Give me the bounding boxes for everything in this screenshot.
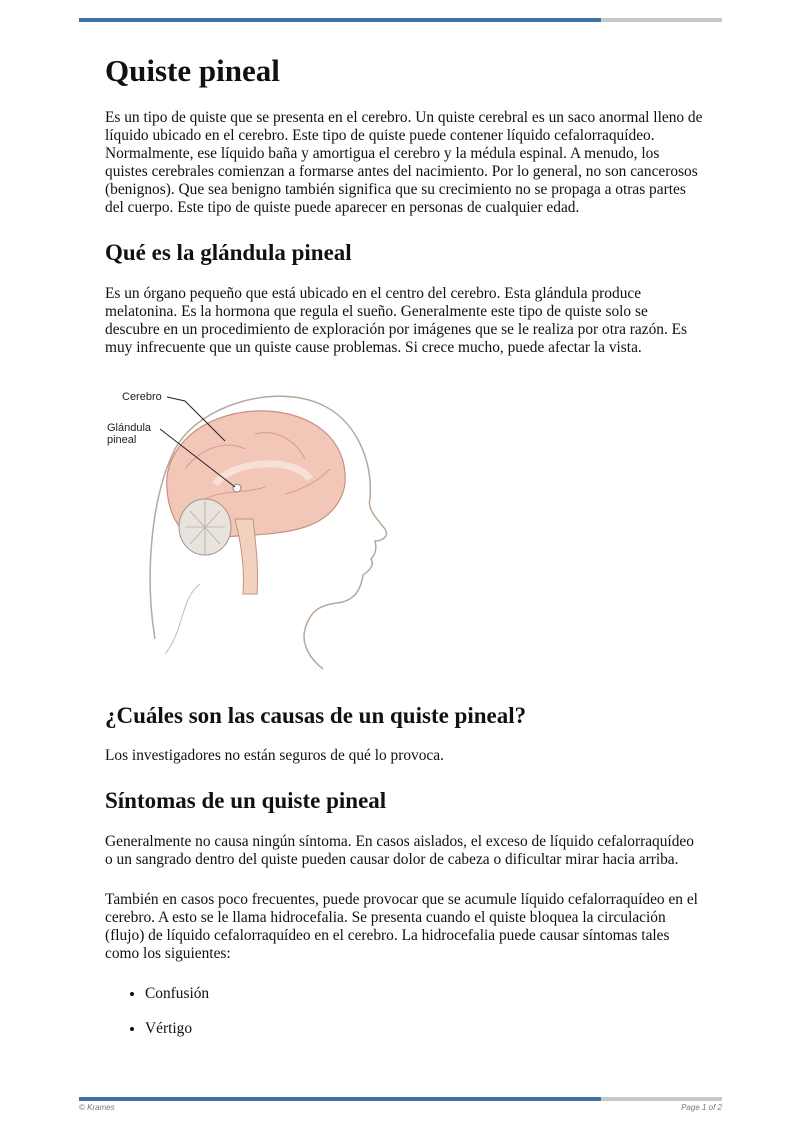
section-heading-causes: ¿Cuáles son las causas de un quiste pineal? xyxy=(105,702,527,728)
article xyxy=(105,52,705,1055)
intro-paragraph: Es un tipo de quiste que se presenta en el cerebro. Un quiste cerebral es un saco anormal lleno de líquido ubicado en el cerebro. Este tipo de quiste puede contener líquido cefalorraquídeo. Normalmente, ese líquido baña y amortigua el cerebro y la médula espinal. A menudo, los quistes cerebrales comienzan a formarse antes del nacimiento. Por lo general, no son cancerosos (benignos). Que sea benigno también significa que su crecimiento no se propaga a otras partes del cuerpo. Este tipo de quiste puede aparecer en personas de cualquier edad. xyxy=(105,109,703,217)
header-rule xyxy=(79,18,722,22)
list-item: • Confusión xyxy=(145,985,705,1003)
symptoms-paragraph-1: Generalmente no causa ningún síntoma. En casos aislados, el exceso de líquido cefalorraquídeo o un sangrado dentro del quiste pueden causar dolor de cabeza o dificultar mirar hacia arriba. xyxy=(105,832,694,868)
label-pineal-gland-line2: pineal xyxy=(107,433,137,446)
label-brain: Cerebro xyxy=(122,390,162,403)
section-heading-symptoms: Síntomas de un quiste pineal xyxy=(105,788,387,814)
footer-rule xyxy=(79,1097,722,1101)
section-heading-pineal-gland: Qué es la glándula pineal xyxy=(105,240,352,266)
symptoms-paragraph-2: También en casos poco frecuentes, puede provocar que se acumule líquido cefalorraquídeo en el cerebro. A esto se le llama hidrocefalia. Se presenta cuando el quiste bloquea la circulación (flujo) de líquido cefalorraquídeo en el cerebro. La hidrocefalia puede causar síntomas tales como los siguientes: xyxy=(105,890,698,962)
footer-copyright: © Krames xyxy=(79,1103,115,1112)
page-title: Quiste pineal xyxy=(105,53,280,88)
label-pineal-gland-line1: Glándula xyxy=(107,421,152,434)
brain-illustration xyxy=(105,379,405,674)
causes-paragraph: Los investigadores no están seguros de qué lo provoca. xyxy=(105,747,444,765)
list-item: • Vértigo xyxy=(145,1020,705,1038)
pineal-gland-paragraph: Es un órgano pequeño que está ubicado en el centro del cerebro. Esta glándula produce melatonina. Es la hormona que regula el sueño. Generalmente este tipo de quiste solo se descubre en un procedimiento de exploración por imágenes que se le realiza por otra razón. Es muy infrecuente que un quiste cause problemas. Si crece mucho, puede afectar la vista. xyxy=(105,284,688,356)
symptoms-list xyxy=(105,985,705,1038)
footer-page-number: Page 1 of 2 xyxy=(681,1103,722,1112)
